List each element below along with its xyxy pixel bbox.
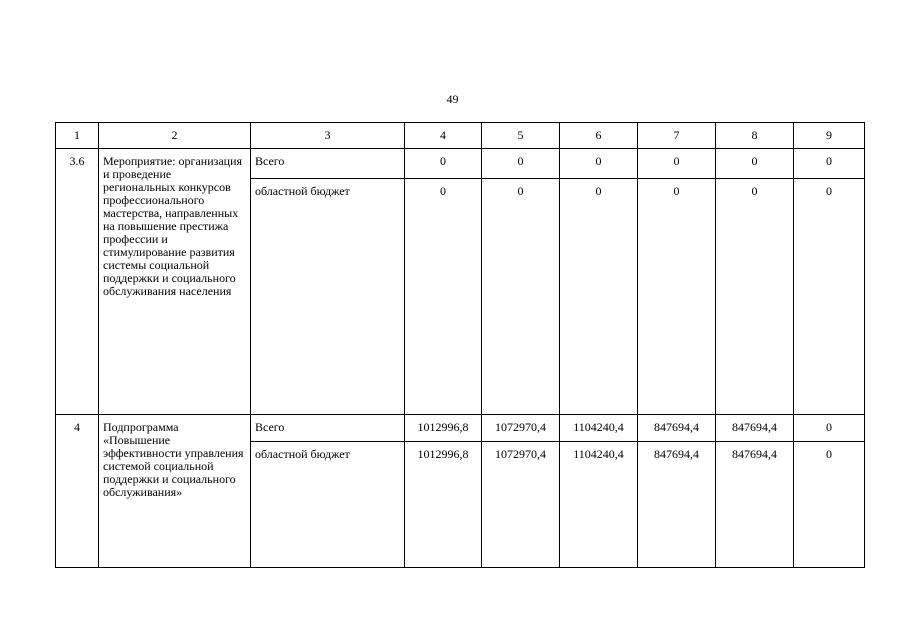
header-cell: 9	[794, 123, 865, 149]
value-cell: 0	[560, 149, 638, 179]
value-cell: 1072970,4	[482, 442, 560, 568]
value-cell: 0	[716, 149, 794, 179]
value-cell: 0	[638, 149, 716, 179]
header-cell: 2	[99, 123, 251, 149]
funding-source: Всего	[251, 415, 405, 442]
value-cell: 1072970,4	[482, 415, 560, 442]
row-description: Мероприятие: организация и проведение региональных конкурсов профессионального мастерства, направленных на повышение престижа профессии и стимулирование развития системы социальной поддержки и социального обслуживания населения	[99, 149, 251, 415]
value-cell: 847694,4	[716, 442, 794, 568]
value-cell: 847694,4	[716, 415, 794, 442]
value-cell: 0	[560, 179, 638, 415]
value-cell: 1012996,8	[405, 442, 482, 568]
value-cell: 1104240,4	[560, 415, 638, 442]
header-cell: 5	[482, 123, 560, 149]
value-cell: 0	[405, 179, 482, 415]
value-cell: 0	[794, 179, 865, 415]
value-cell: 847694,4	[638, 415, 716, 442]
value-cell: 0	[716, 179, 794, 415]
value-cell: 1104240,4	[560, 442, 638, 568]
funding-source: областной бюджет	[251, 442, 405, 568]
value-cell: 0	[482, 179, 560, 415]
row-number: 3.6	[56, 149, 99, 415]
budget-table	[55, 122, 865, 568]
value-cell: 0	[405, 149, 482, 179]
row-number: 4	[56, 415, 99, 568]
row-description: Подпрограмма «Повышение эффективности управления системой социальной поддержки и социального обслуживания»	[99, 415, 251, 568]
header-cell: 4	[405, 123, 482, 149]
value-cell: 0	[794, 415, 865, 442]
funding-source: областной бюджет	[251, 179, 405, 415]
table-row	[56, 415, 865, 442]
value-cell: 1012996,8	[405, 415, 482, 442]
funding-source: Всего	[251, 149, 405, 179]
header-cell: 1	[56, 123, 99, 149]
header-cell: 6	[560, 123, 638, 149]
page-number: 49	[446, 92, 459, 106]
header-cell: 8	[716, 123, 794, 149]
value-cell: 847694,4	[638, 442, 716, 568]
header-cell: 3	[251, 123, 405, 149]
table-row	[56, 149, 865, 179]
value-cell: 0	[482, 149, 560, 179]
value-cell: 0	[638, 179, 716, 415]
header-cell: 7	[638, 123, 716, 149]
value-cell: 0	[794, 149, 865, 179]
table-header-row	[56, 123, 865, 149]
value-cell: 0	[794, 442, 865, 568]
